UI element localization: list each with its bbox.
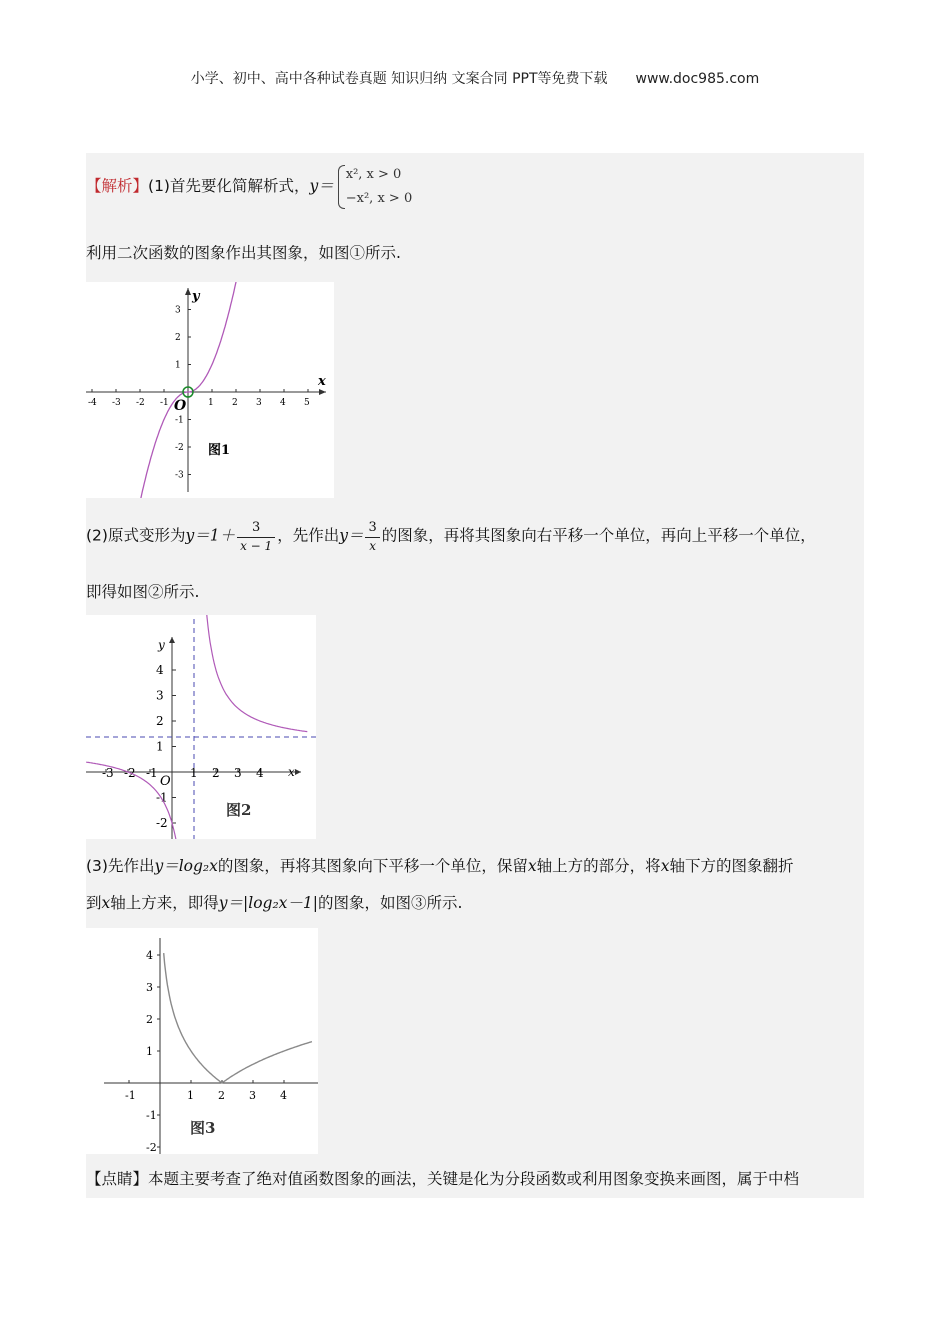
frac2-num: 3: [365, 520, 379, 538]
part3-mid2: 轴上方的部分，将: [536, 857, 661, 875]
x-tick-label: 3: [256, 398, 262, 408]
figure-3-curve: [164, 953, 312, 1083]
page-header: [0, 68, 950, 88]
fraction-3-over-x-minus-1: [237, 520, 275, 553]
part1-line: [86, 163, 412, 211]
figure-1: [86, 282, 334, 498]
x-tick-label: -1: [125, 1089, 136, 1102]
figure-3-caption: 图3: [190, 1119, 216, 1137]
x-axis-arrow: [295, 769, 301, 775]
figure-1-axes: [86, 288, 326, 492]
header-site: www.doc985.com: [635, 71, 760, 87]
x-tick-label: 2: [232, 398, 238, 408]
part1-desc: 利用二次函数的图象作出其图象，如图①所示.: [86, 244, 401, 262]
x-axis-label: x: [288, 765, 295, 779]
y-tick-label: -2: [175, 443, 184, 453]
figure-2-curve-right: [206, 615, 307, 732]
figure-3: [86, 928, 318, 1154]
y-tick-label: 1: [156, 739, 164, 754]
x-tick-label: 4: [256, 766, 264, 780]
fraction-3-over-x: [365, 520, 379, 553]
part3-x1: x: [527, 857, 537, 875]
part2-mid: ，先作出: [277, 526, 340, 545]
analysis-tag: 【解析】: [86, 177, 149, 195]
y-tick-label: -2: [156, 816, 168, 830]
frac1-den: x − 1: [240, 538, 273, 553]
part3-x2: x: [660, 857, 670, 875]
header-text: 小学、初中、高中各种试卷真题 知识归纳 文案合同 PPT等免费下载: [190, 71, 608, 87]
y-tick-label: -2: [146, 1141, 157, 1154]
part2-prefix: (2)原式变形为: [86, 526, 186, 545]
part3-l2-mid: 轴上方来，即得: [110, 894, 219, 912]
x-tick-label: 3: [249, 1089, 256, 1102]
piecewise-function: [336, 163, 412, 211]
part3-line2: [86, 894, 462, 913]
part2-y1: y＝1＋: [185, 526, 236, 545]
figure-1-caption: 图1: [208, 443, 231, 458]
comment-line: [86, 1170, 799, 1189]
part1-text: (1)首先要化简解析式，: [148, 177, 310, 195]
piece-bottom: −x², x > 0: [345, 191, 413, 206]
x-tick-label: 1: [190, 766, 198, 780]
y-tick-label: 4: [156, 663, 164, 677]
figure-2: [86, 615, 316, 839]
part2-line: [86, 520, 816, 553]
y-tick-label: 2: [175, 333, 181, 343]
y-tick-label: 2: [156, 714, 164, 728]
piece-top: x², x > 0: [345, 167, 402, 182]
y-tick-label: 1: [146, 1045, 153, 1058]
x-tick-label: 4: [280, 1089, 287, 1102]
part2-y2: y＝: [339, 526, 364, 545]
comment-tag: 【点睛】: [86, 1170, 149, 1188]
y-tick-label: -1: [156, 790, 168, 805]
y-tick-label: 3: [156, 688, 164, 703]
part3-mid: 的图象，再将其图象向下平移一个单位，保留: [217, 857, 528, 875]
part3-end: 轴下方的图象翻折: [669, 857, 794, 875]
part3-l2-prefix: 到: [86, 894, 102, 912]
x-tick-label: -3: [112, 398, 121, 408]
x-tick-label: 1: [187, 1089, 194, 1102]
y-tick-label: 2: [146, 1013, 153, 1026]
y-tick-label: 3: [175, 305, 181, 316]
frac1-num: 3: [237, 520, 275, 538]
x-tick-label: -2: [136, 398, 145, 408]
x-tick-label: 5: [304, 398, 310, 408]
x-tick-label: 2: [218, 1089, 225, 1102]
origin-label: O: [174, 398, 187, 414]
part3-l2-x: x: [101, 894, 111, 912]
part2-line2: 即得如图②所示.: [86, 583, 200, 601]
frac2-den: x: [369, 538, 376, 553]
y-tick-label: 3: [146, 981, 153, 994]
y-axis-label: y: [192, 289, 200, 304]
y-tick-label: -1: [146, 1109, 157, 1122]
x-tick-label: -3: [102, 766, 114, 780]
figure-3-svg: [86, 928, 318, 1154]
y-axis-label: y: [158, 638, 165, 652]
x-tick-label: -2: [124, 766, 136, 780]
x-tick-label: -4: [88, 398, 97, 408]
x-axis-label: x: [318, 374, 326, 389]
y-axis-arrow: [169, 637, 175, 643]
x-tick-label: 2: [212, 766, 220, 780]
figure-1-ticks: [88, 306, 310, 481]
part3-line1: [86, 857, 793, 876]
x-tick-label: 4: [280, 398, 286, 408]
part3-fn2: y＝|log₂x－1|: [218, 894, 319, 912]
y-tick-label: 4: [146, 949, 153, 962]
part3-l2-end: 的图象，如图③所示.: [318, 894, 463, 912]
part1-eq-lhs: y＝: [309, 177, 334, 195]
origin-label: O: [160, 774, 171, 789]
y-tick-label: -1: [175, 415, 184, 426]
figure-2-svg: [86, 615, 316, 839]
x-tick-label: 1: [208, 398, 214, 408]
x-tick-label: -1: [146, 766, 158, 780]
y-tick-label: 1: [175, 360, 181, 371]
figure-2-caption: 图2: [226, 801, 252, 819]
figure-1-svg: [86, 282, 334, 498]
comment-text: 本题主要考查了绝对值函数图象的画法，关键是化为分段函数或利用图象变换来画图，属于中档: [148, 1170, 800, 1188]
part3-prefix: (3)先作出: [86, 857, 155, 875]
part2-suffix: 的图象，再将其图象向右平移一个单位，再向上平移一个单位，: [381, 526, 816, 545]
part3-fn1: y＝log₂x: [154, 857, 218, 875]
y-tick-label: -3: [175, 470, 184, 481]
x-tick-label: 3: [234, 766, 242, 780]
x-tick-label: -1: [160, 398, 169, 408]
